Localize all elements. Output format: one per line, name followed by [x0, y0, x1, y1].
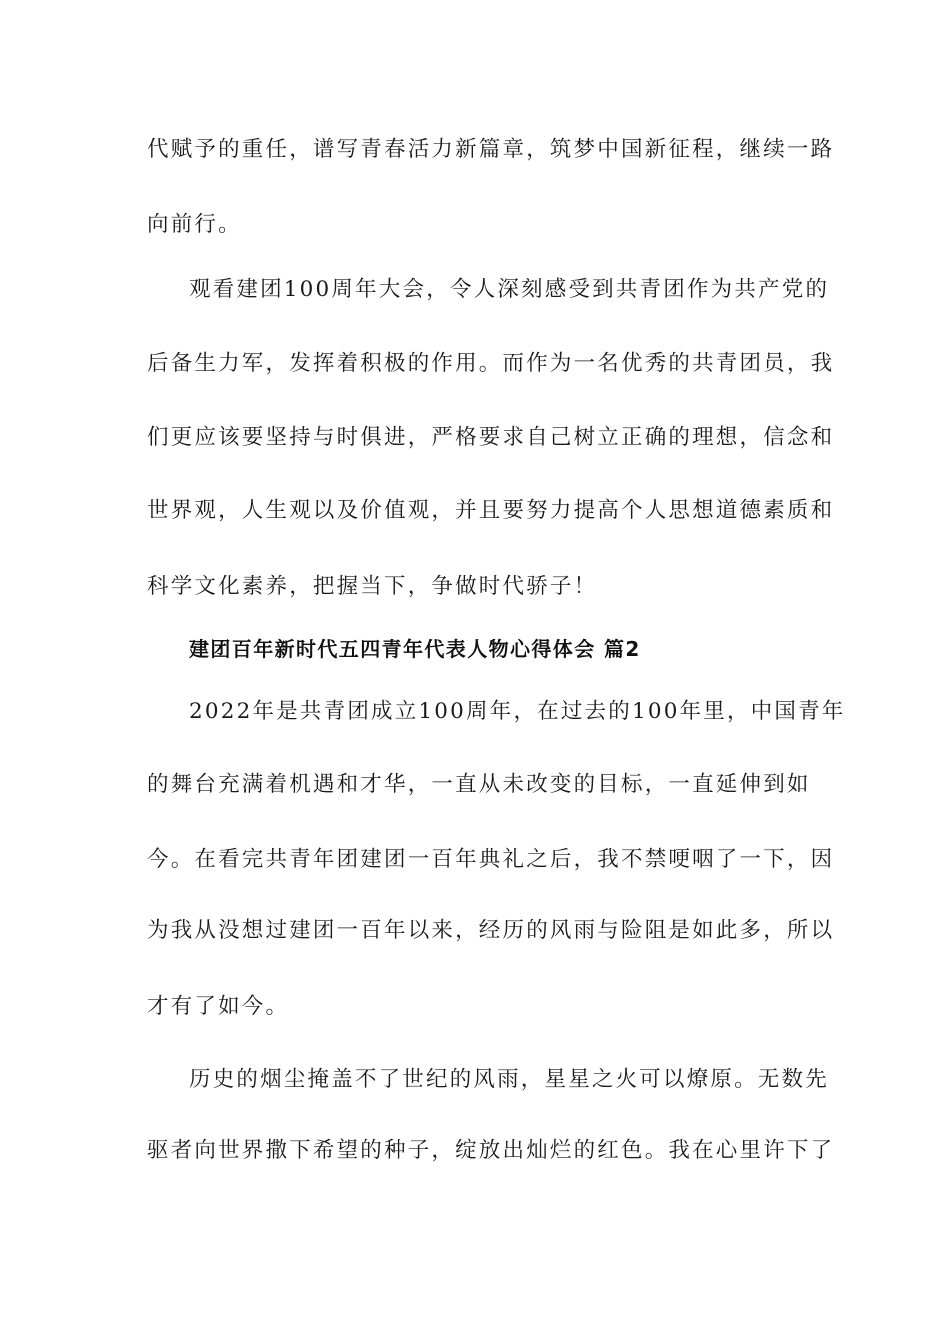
paragraph-line: 世界观，人生观以及价值观，并且要努力提高个人思想道德素质和 [147, 498, 835, 523]
section-heading: 建团百年新时代五四青年代表人物心得体会 篇2 [189, 637, 641, 661]
paragraph-line: 为我从没想过建团一百年以来，经历的风雨与险阻是如此多，所以 [147, 918, 835, 943]
paragraph-line: 科学文化素养，把握当下，争做时代骄子！ [147, 574, 598, 599]
paragraph-line: 2022年是共青团成立100周年，在过去的100年里，中国青年 [189, 699, 846, 724]
paragraph-line: 驱者向世界撒下希望的种子，绽放出灿烂的红色。我在心里许下了 [147, 1138, 835, 1163]
paragraph-line: 们更应该要坚持与时俱进，严格要求自己树立正确的理想，信念和 [147, 425, 835, 450]
paragraph-line: 后备生力军，发挥着积极的作用。而作为一名优秀的共青团员，我 [147, 351, 835, 376]
paragraph-line: 历史的烟尘掩盖不了世纪的风雨，星星之火可以燎原。无数先 [189, 1067, 829, 1092]
paragraph-line: 代赋予的重任，谱写青春活力新篇章，筑梦中国新征程，继续一路 [147, 137, 835, 162]
paragraph-line: 才有了如今。 [147, 994, 290, 1019]
paragraph-line: 向前行。 [147, 212, 242, 237]
paragraph-line: 的舞台充满着机遇和才华，一直从未改变的目标，一直延伸到如 [147, 772, 811, 797]
paragraph-line: 观看建团100周年大会，令人深刻感受到共青团作为共产党的 [189, 277, 830, 302]
paragraph-line: 今。在看完共青年团建团一百年典礼之后，我不禁哽咽了一下，因 [147, 847, 835, 872]
